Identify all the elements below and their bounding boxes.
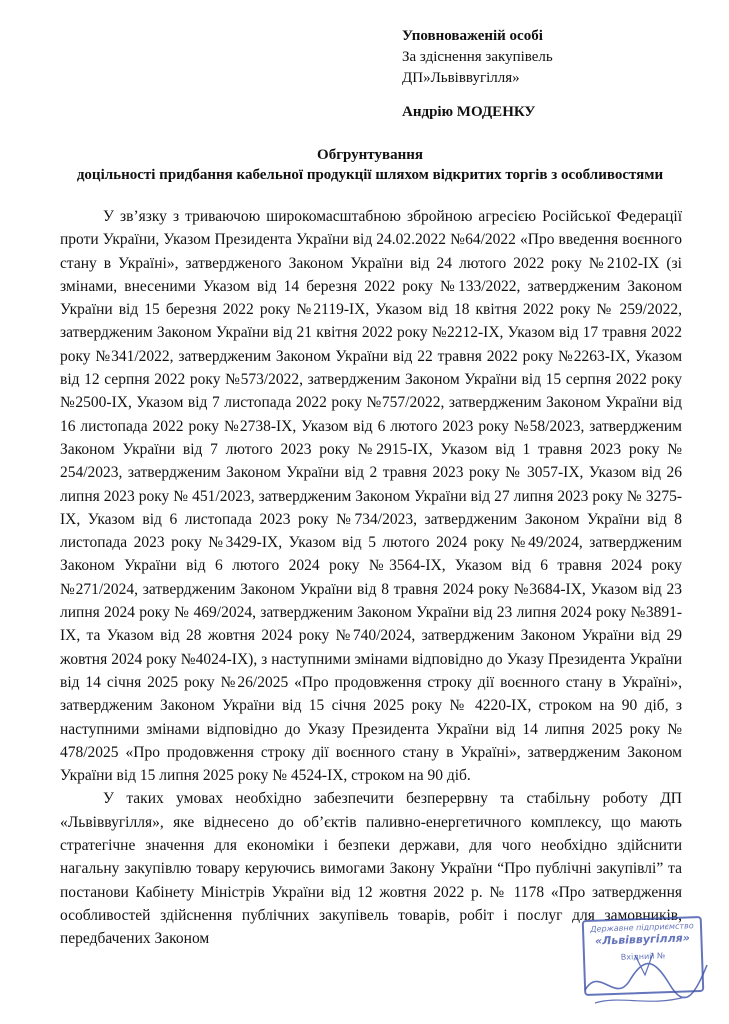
body-paragraph-1: У зв’язку з триваючою широкомасштабною збройною агресією Російської Федерації проти України, Указом Президента України від 24.02.2022 №64/2022 «Про введення воєнного стану в Україні», затвердженого Законом України від 24 лютого 2022 року №2102-IX (зі змінами, внесеними Указом від 14 березня 2022 року №133/2022, затвердженим Законом України від 15 березня 2022 року №2119-IX, Указом від 18 квітня 2022 року № 259/2022, затвердженим Законом України від 21 квітня 2022 року №2212-IX, Указом від 17 травня 2022 року №341/2022, затвердженим Законом України від 22 травня 2022 року №2263-IX, Указом від 12 серпня 2022 року №573/2022, затвердженим Законом України від 15 серпня 2022 року №2500-IX, Указом від 7 листопада 2022 року №757/2022, затвердженим Законом України від 16 листопада 2022 року №2738-IX, Указом від 6 лютого 2023 року №58/2023, затвердженим Законом України від 7 лютого 2023 року №2915-IX, Указом від 1 травня 2023 року № 254/2023, затвердженим Законом України від 2 травня 2023 року № 3057-IX, Указом від 26 липня 2023 року № 451/2023, затвердженим Законом України від 27 липня 2023 року № 3275-IX, Указом від 6 листопада 2023 року №734/2023, затвердженим Законом України від 8 листопада 2023 року №3429-IX, Указом від 5 лютого 2024 року №49/2024, затвердженим Законом України від 6 лютого 2024 року №3564-IX, Указом від 6 травня 2024 року №271/2024, затвердженим Законом України від 8 травня 2024 року №3684-IX, Указом від 23 липня 2024 року № 469/2024, затвердженим Законом України від 23 липня 2024 року №3891-IX, та Указом від 28 жовтня 2024 року №740/2024, затвердженим Законом України від 29 жовтня 2024 року №4024-IX), з наступними змінами відповідно до Указу Президента України від 14 січня 2025 року №26/2025 «Про продовження строку дії воєнного стану в Україні», затвердженим Законом України від 15 січня 2025 року № 4220-IX, строком на 90 діб, з наступними змінами відповідно до Указу Президента України від 14 липня 2025 року № 478/2025 «Про продовження строку дії воєнного стану в Україні», затвердженим Законом України від 15 липня 2025 року № 4524-IX, строком на 90 діб. bbox=[60, 208, 682, 785]
title-subject: доцільності придбання кабельної продукції шляхом відкритих торгів з особливостями bbox=[76, 167, 664, 183]
body-paragraph-2: У таких умовах необхідно забезпечити безперервну та стабільну роботу ДП «Львіввугілля», яке віднесено до об’єктів паливно-енергетичного комплексу, що мають стратегічне значення для економіки і безпеки держави, для чого необхідно здійснити нагальну закупівлю товару керуючись вимогами Закону України “Про публічні закупівлі” та постанови Кабінету Міністрів України від 12 жовтня 2022 р. № 1178 «Про затвердження особливостей здійснення публічних закупівель товарів, робіт і послуг для замовників, передбачених Законом bbox=[60, 790, 682, 948]
addressee-role: За здіснення закупівель bbox=[402, 49, 553, 65]
document-body bbox=[60, 205, 682, 951]
handwritten-signature bbox=[575, 935, 715, 1015]
addressee-name: Андрію МОДЕНКУ bbox=[402, 104, 536, 120]
stamp-org-type: Державне підприємство bbox=[590, 921, 694, 934]
stamp-incoming-label: Вхідний № bbox=[620, 951, 666, 962]
addressee-block bbox=[402, 26, 553, 89]
document-title bbox=[60, 145, 680, 185]
title-heading: Обгрунтування bbox=[317, 147, 423, 163]
stamp-org-name: «Львіввугілля» bbox=[594, 931, 691, 948]
addressee-position: Уповноваженій особі bbox=[402, 28, 543, 44]
addressee-company: ДП»Львіввугілля» bbox=[402, 70, 520, 86]
